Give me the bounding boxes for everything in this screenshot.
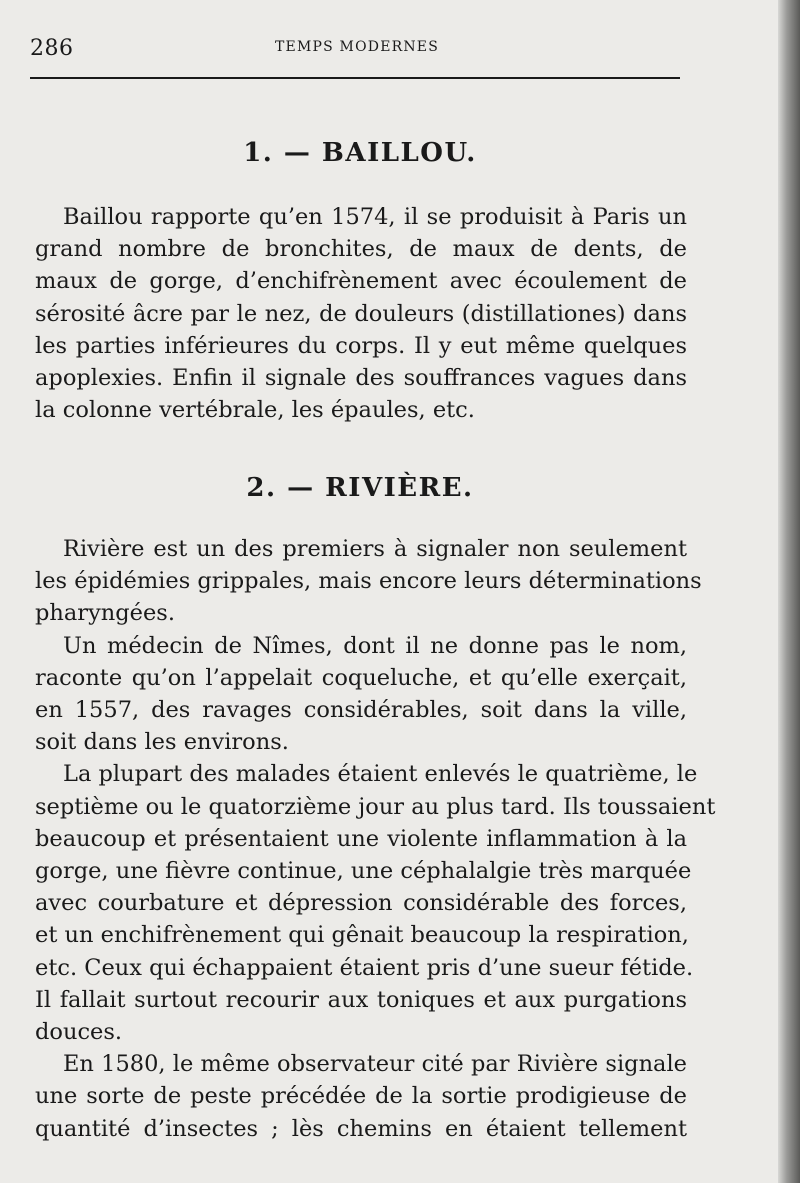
book-gutter-shadow (778, 0, 800, 1183)
text-line: La plupart des malades étaient enlevés le quatrième, le (63, 761, 698, 788)
section-title-riviere: 2. — RIVIÈRE. (246, 473, 474, 503)
paragraph (35, 201, 687, 426)
text-line: etc. Ceux qui échappaient étaient pris d’une sueur fétide. (35, 954, 694, 981)
text-line: apoplexies. Enfin il signale des souffrances vagues dans (35, 365, 687, 392)
text-line: beaucoup et présentaient une violente inflammation à la (35, 825, 687, 852)
section-title-baillou: 1. — BAILLOU. (243, 138, 477, 168)
text-line: pharyngées. (35, 600, 175, 627)
text-line: septième ou le quatorzième jour au plus tard. Ils toussaient (35, 793, 716, 820)
page-header (30, 36, 680, 66)
text-line: En 1580, le même observateur cité par Rivière signale (63, 1051, 687, 1078)
text-line: quantité d’insectes ; lès chemins en étaient tellement (35, 1115, 687, 1142)
text-line: en 1557, des ravages considérables, soit dans la ville, (35, 697, 687, 724)
text-line: Il fallait surtout recourir aux toniques et aux purgations (35, 986, 687, 1013)
text-line: une sorte de peste précédée de la sortie prodigieuse de (35, 1083, 687, 1110)
text-line: et un enchifrènement qui gênait beaucoup la respiration, (35, 922, 689, 949)
text-line: les épidémies grippales, mais encore leurs déterminations (35, 568, 702, 595)
text-line: Baillou rapporte qu’en 1574, il se produisit à Paris un (63, 204, 687, 230)
text-line: sérosité âcre par le nez, de douleurs (distillationes) dans (35, 300, 687, 327)
text-line: raconte qu’on l’appelait coqueluche, et qu’elle exerçait, (35, 664, 687, 691)
running-head: TEMPS MODERNES (275, 39, 440, 55)
text-line: grand nombre de bronchites, de maux de dents, de (35, 236, 687, 263)
text-line: soit dans les environs. (35, 729, 289, 756)
text-line: les parties inférieures du corps. Il y eut même quelques (35, 332, 687, 359)
page-number: 286 (30, 36, 74, 61)
text-line: douces. (35, 1019, 123, 1046)
text-line: Un médecin de Nîmes, dont il ne donne pas le nom, (63, 632, 687, 659)
text-line: gorge, une fièvre continue, une céphalalgie très marquée (35, 858, 692, 885)
paragraph (35, 533, 716, 1145)
text-line: maux de gorge, d’enchifrènement avec écoulement de (35, 268, 687, 295)
text-line: avec courbature et dépression considérable des forces, (35, 890, 687, 917)
text-line: la colonne vertébrale, les épaules, etc. (35, 397, 475, 424)
text-line: Rivière est un des premiers à signaler non seulement (63, 536, 687, 562)
header-rule (30, 77, 680, 79)
